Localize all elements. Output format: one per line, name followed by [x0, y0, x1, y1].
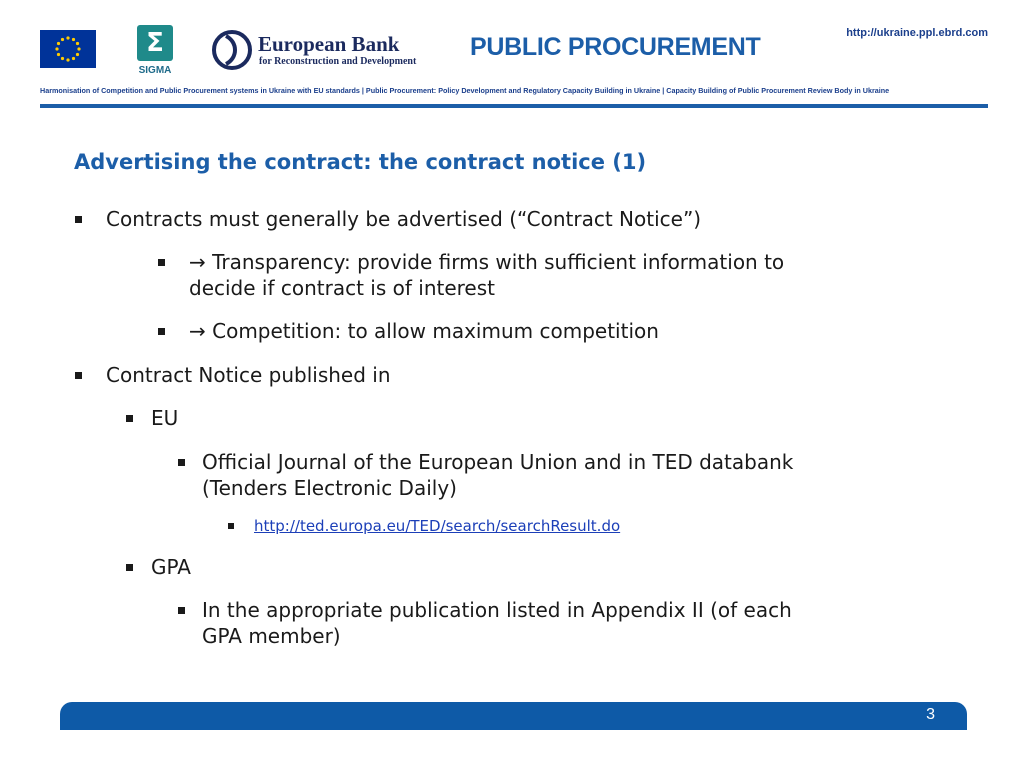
square-bullet-icon [228, 523, 234, 529]
square-bullet-icon [158, 259, 165, 266]
square-bullet-icon [158, 328, 165, 335]
ted-search-link[interactable]: http://ted.europa.eu/TED/search/searchResult.do [254, 517, 621, 535]
bullet-text-line1: Official Journal of the European Union and in TED databank [202, 450, 794, 474]
header-divider [40, 104, 988, 108]
slide-header [0, 0, 1024, 115]
sigma-label: SIGMA [138, 65, 172, 76]
bullet-text: Contract Notice published in [106, 363, 391, 387]
bullet-text-line1: → Transparency: provide firms with sufficient information to [189, 250, 785, 274]
footer-bar [60, 702, 967, 730]
bullet-text: GPA [151, 555, 191, 579]
square-bullet-icon [126, 564, 133, 571]
bullet-text: → Competition: to allow maximum competition [189, 319, 659, 343]
bullet-text-line2: decide if contract is of interest [189, 276, 495, 300]
square-bullet-icon [126, 415, 133, 422]
bullet-text-line2: (Tenders Electronic Daily) [202, 476, 457, 500]
eu-flag-logo [40, 30, 96, 68]
sigma-symbol-icon: Σ [137, 25, 173, 61]
square-bullet-icon [75, 372, 82, 379]
bullet-text: Contracts must generally be advertised (“Contract Notice”) [106, 207, 702, 231]
square-bullet-icon [75, 216, 82, 223]
ebrd-logo [212, 28, 432, 72]
header-tagline: Harmonisation of Competition and Public Procurement systems in Ukraine with EU standards | Public Procurement: Policy Development and Regulatory Capacity Building in Ukraine | Capacity Building of Public Procurement Review Body in Ukraine [40, 86, 890, 95]
slide-title: Advertising the contract: the contract notice (1) [74, 150, 647, 174]
ebrd-name: European Bank [258, 32, 400, 56]
program-title: PUBLIC PROCUREMENT [470, 33, 761, 61]
square-bullet-icon [178, 459, 185, 466]
bullet-text-line1: In the appropriate publication listed in Appendix II (of each [202, 598, 792, 622]
sigma-logo [135, 25, 175, 79]
header-url-link[interactable]: http://ukraine.ppl.ebrd.com [846, 27, 988, 39]
ebrd-emblem-icon [212, 30, 252, 70]
bullet-text-line2: GPA member) [202, 624, 341, 648]
square-bullet-icon [178, 607, 185, 614]
page-number: 3 [926, 706, 935, 723]
ebrd-subtitle: for Reconstruction and Development [259, 56, 417, 67]
bullet-text: EU [151, 406, 179, 430]
